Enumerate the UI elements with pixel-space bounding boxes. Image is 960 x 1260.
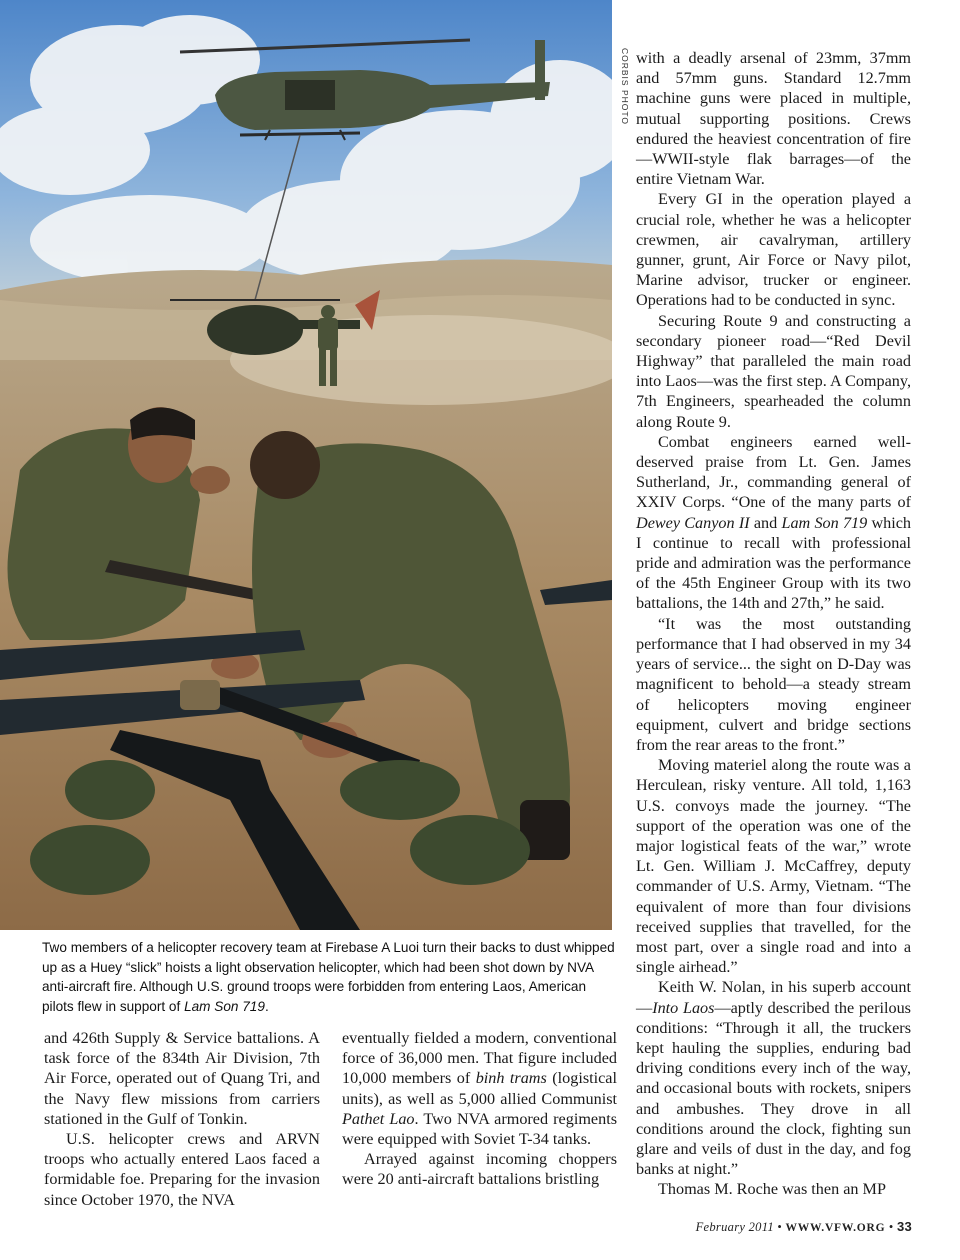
paragraph-text: Combat engineers earned well-deserved praise from Lt. Gen. James Sutherland, Jr., commanding general of XXIV Corps. “One of the many parts of bbox=[636, 432, 911, 512]
paragraph: Moving materiel along the route was a Herculean, risky venture. All told, 1,163 U.S. convoys made the journey. “The support of the operation was one of the major logistical feats of the war,” wrote Lt. Gen. William J. McCaffrey, deputy commander of U.S. Army, Vietnam. “The equivalent of more than four divisions received supplies that travelled, for the most part, over a single road and into a single airhead.” bbox=[636, 756, 911, 977]
photo-caption bbox=[42, 938, 617, 1016]
page-footer bbox=[696, 1219, 912, 1235]
footer-website: WWW.VFW.ORG bbox=[785, 1222, 886, 1234]
paragraph-text: (logistical units), as well as 5,000 allied Communist bbox=[342, 1069, 617, 1108]
paragraph: Thomas M. Roche was then an MP bbox=[658, 1180, 886, 1199]
caption-text: Two members of a helicopter recovery team at Firebase A Luoi turn their backs to dust whipped up as a Huey “slick” hoists a light observation helicopter, which had been shot down by NVA anti-aircraft fire. Although U.S. ground troops were forbidden from entering Laos, American pilots flew in support of bbox=[42, 940, 615, 1014]
paragraph: Arrayed against incoming choppers were 20 anti-aircraft battalions bristling bbox=[342, 1150, 617, 1189]
paragraph: U.S. helicopter crews and ARVN troops who actually entered Laos faced a formidable foe. Preparing for the invasion since October 1970, the NVA bbox=[44, 1130, 320, 1209]
article-photo bbox=[0, 0, 612, 930]
paragraph-text: and bbox=[749, 513, 782, 532]
paragraph-text: —aptly described the perilous conditions: “Through it all, the truckers kept hauling the supplies, enduring bad driving conditions every inch of the way, and occasional bouts with rockets, snipers and ambushes. They drove in all conditions around the clock, fighting sun glare and veils of dust in the day, and fog banks at night.” bbox=[636, 998, 911, 1179]
paragraph bbox=[636, 977, 911, 1179]
paragraph: and 426th Supply & Service battalions. A task force of the 834th Air Division, 7th Air Force, operated out of Quang Tri, and the Navy flew missions from carriers stationed in the Gulf of Tonkin. bbox=[44, 1029, 320, 1128]
article-column-right bbox=[636, 48, 911, 1200]
paragraph-text: Keith W. Nolan, in his superb account— bbox=[636, 978, 911, 1017]
caption-italic: Lam Son 719 bbox=[184, 998, 265, 1014]
paragraph-text: eventually fielded a modern, conventional force of 36,000 men. That figure included 10,000 members of bbox=[342, 1029, 617, 1088]
paragraph-italic: binh trams bbox=[475, 1069, 547, 1088]
paragraph: “It was the most outstanding performance that I had observed in my 34 years of service... the sight on D-Day was magnificent to behold—a steady stream of helicopters moving engineer equipment, culvert and bridge sections from the rear areas to the front.” bbox=[636, 614, 911, 754]
article-column-bottom-left bbox=[44, 1028, 320, 1210]
paragraph bbox=[636, 432, 911, 614]
paragraph-text: . Two NVA armored regiments were equipped with Soviet T-34 tanks. bbox=[342, 1109, 617, 1149]
paragraph: Every GI in the operation played a crucial role, whether he was a helicopter crewmen, air cavalryman, artillery gunner, grunt, Air Force or Navy pilot, Marine advisor, trucker or engineer. Operations had to be conducted in sync. bbox=[636, 190, 911, 310]
footer-month: February 2011 bbox=[695, 1220, 774, 1234]
paragraph bbox=[342, 1028, 617, 1149]
page-number: 33 bbox=[896, 1219, 912, 1234]
paragraph: Securing Route 9 and constructing a secondary pioneer road—“Red Devil Highway” that paralleled the main road into Laos—was the first step. A Company, 7th Engineers, spearheaded the column along Route 9. bbox=[636, 311, 911, 431]
footer-separator: • bbox=[885, 1220, 897, 1234]
helicopter-recovery-photo-icon bbox=[0, 0, 612, 930]
paragraph-italic: Dewey Canyon II bbox=[636, 513, 750, 532]
footer-separator: • bbox=[773, 1220, 786, 1234]
article-column-bottom-middle bbox=[342, 1028, 617, 1190]
paragraph-text: which I continue to recall with professional pride and admiration was the performance of the 45th Engineer Group with its two battalions, the 14th and 27th,” he said. bbox=[636, 513, 912, 613]
paragraph: with a deadly arsenal of 23mm, 37mm and 57mm guns. Standard 12.7mm machine guns were placed in multiple, mutual supporting positions. Crews endured the heaviest concentration of fire—WWII-style flak barrages—of the entire Vietnam War. bbox=[636, 49, 911, 189]
paragraph-italic: Lam Son 719 bbox=[781, 513, 868, 532]
paragraph-italic: Into Laos bbox=[652, 998, 715, 1017]
photo-credit: CORBIS PHOTO bbox=[620, 48, 630, 126]
paragraph-italic: Pathet Lao bbox=[342, 1109, 415, 1128]
caption-end: . bbox=[264, 998, 269, 1014]
